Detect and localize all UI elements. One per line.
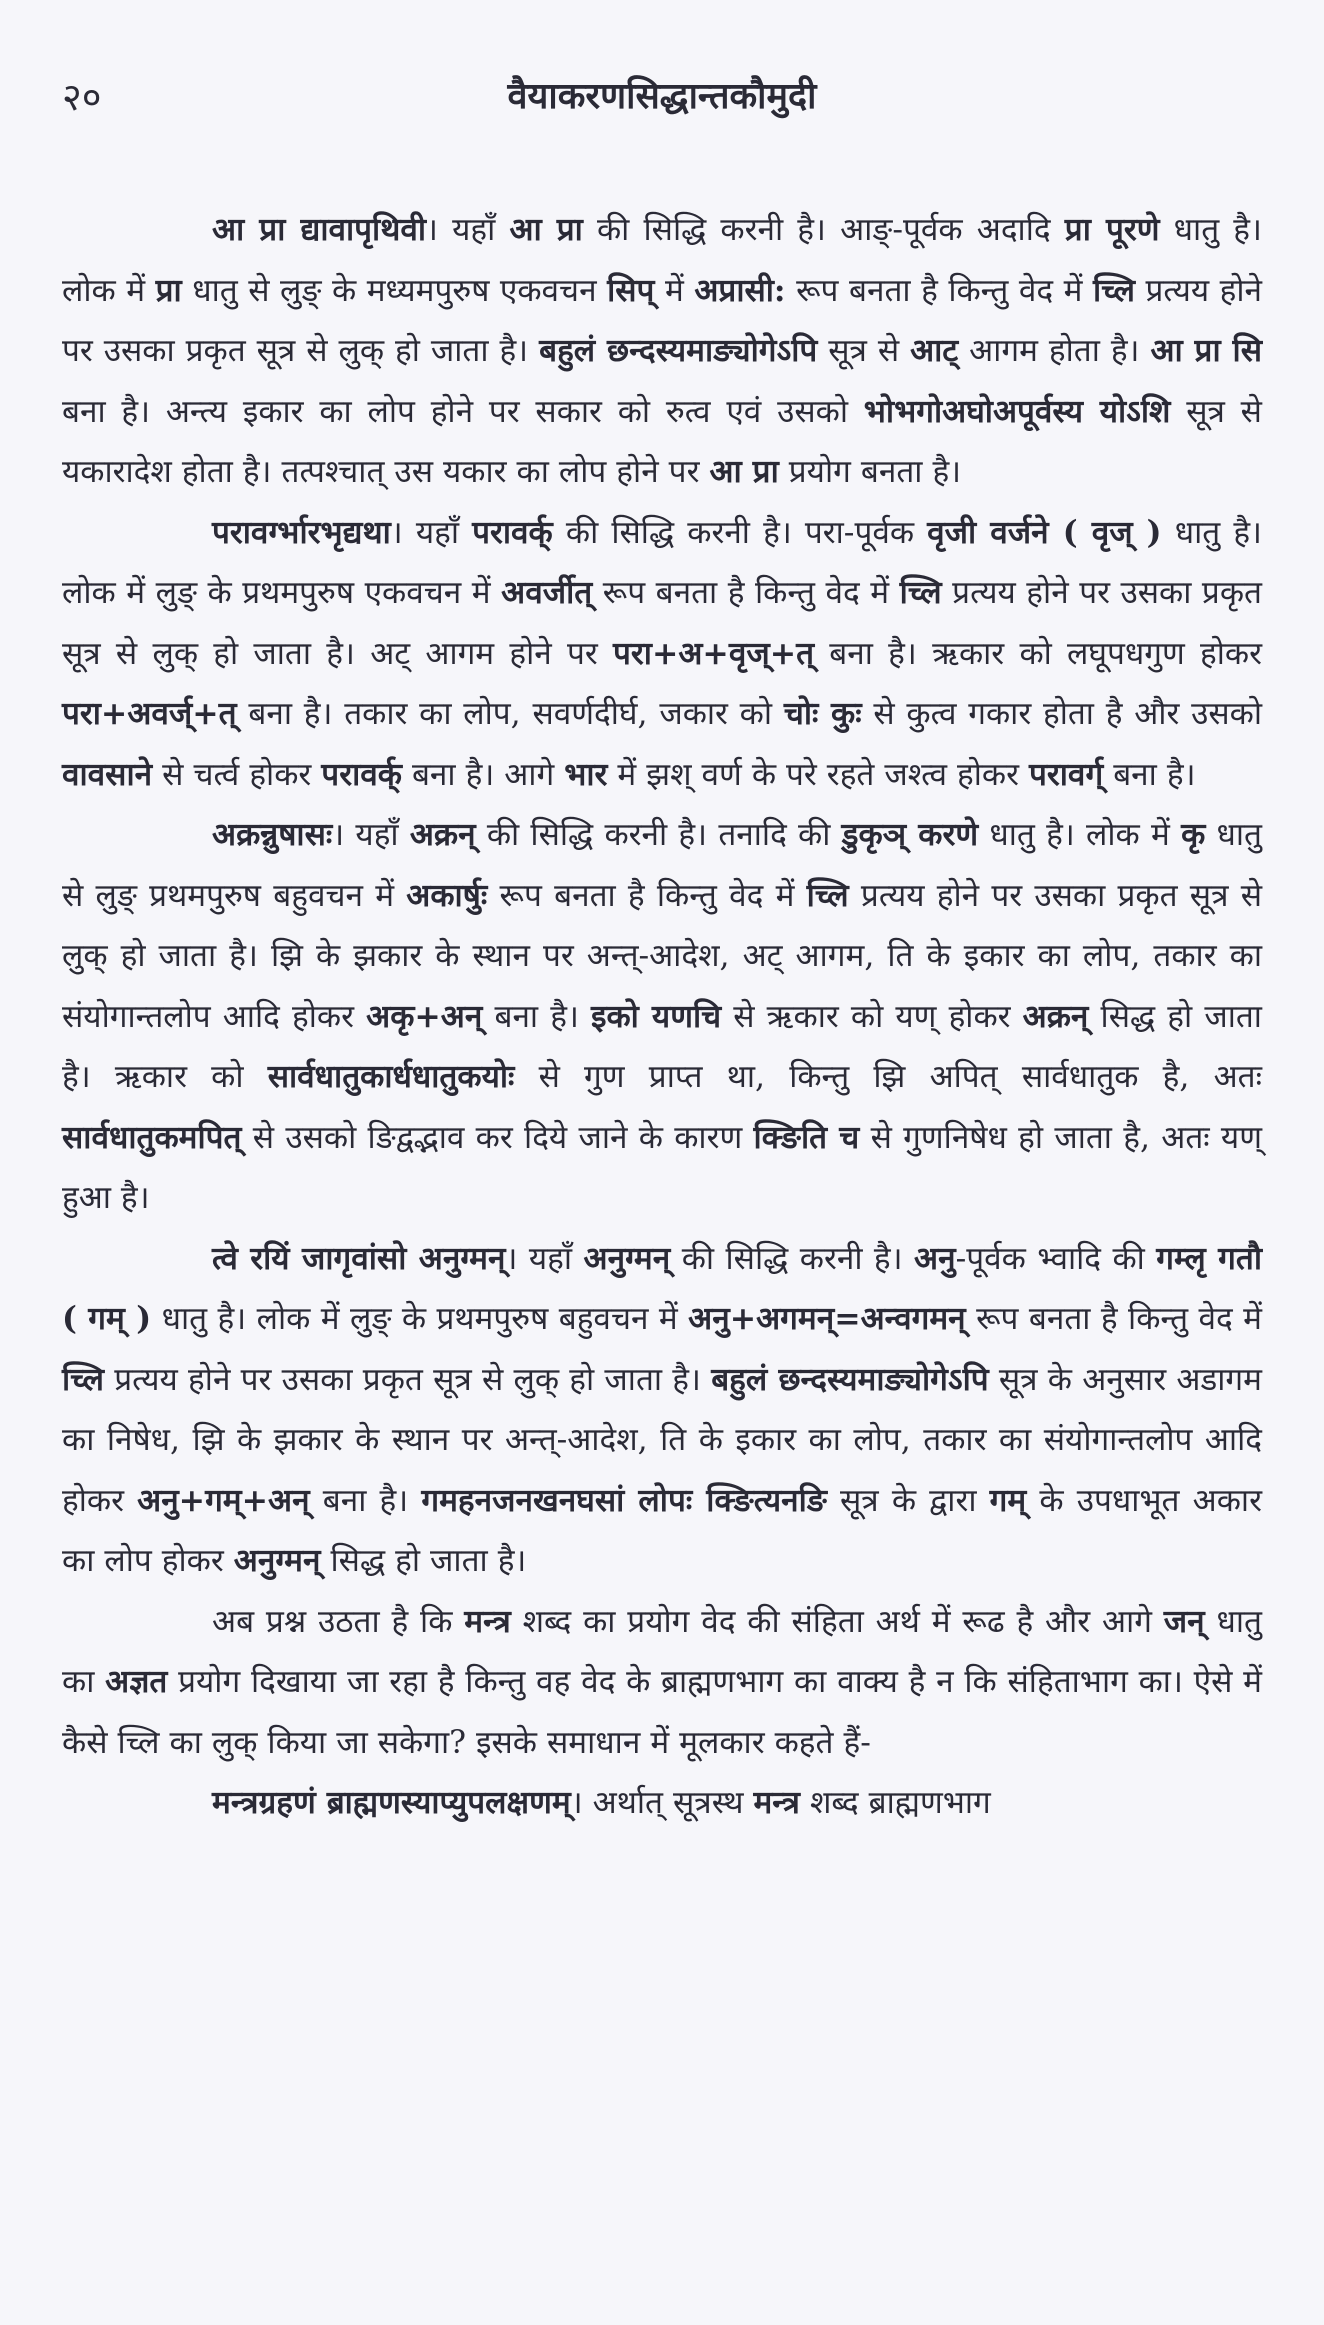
bold-term: परावर्क् [321, 755, 402, 793]
text-run: बना है। [309, 1482, 422, 1519]
bold-term: गमहनजनखनघसां लोपः क्ङित्यनङि [421, 1481, 827, 1519]
bold-term: आट् [910, 332, 959, 369]
bold-term: अवर्जीत् [501, 574, 593, 611]
bold-term: क्ङिति च [753, 1118, 860, 1156]
page-number: २० [62, 75, 102, 119]
bold-term: मन्त्रग्रहणं ब्राह्मणस्याप्युपलक्षणम् [212, 1784, 571, 1821]
bold-term: परा+अ+वृज्+त् [613, 634, 815, 672]
paragraph-6 [62, 1773, 1262, 1834]
text-run: धातु है। लोक में लुङ् के प्रथमपुरुष एकवचन में [62, 514, 1262, 611]
text-run: । यहाँ [505, 1240, 584, 1277]
text-run: । यहाँ [390, 514, 473, 551]
text-run: सूत्र के द्वारा [826, 1482, 990, 1519]
text-run: बना है। ऋकार को लघूपधगुण होकर [814, 635, 1262, 672]
text-run: से गुण प्राप्त था, किन्तु झि अपित् सार्वधातुक है, अतः [514, 1059, 1262, 1095]
bold-term: चोः कुः [783, 695, 862, 732]
text-run: से ऋकार को यण् होकर [721, 998, 1023, 1035]
text-run: के उपधाभूत अकार का लोप होकर [62, 1482, 1262, 1579]
bold-term: मन्त्र [464, 1602, 511, 1640]
bold-term: वृजी वर्जने ( वृज् ) [927, 513, 1162, 551]
text-run: से चर्त्व होकर [152, 756, 322, 793]
bold-term: परावर्क् [472, 513, 553, 551]
bold-term: अक्रन् [1022, 997, 1089, 1035]
bold-term: इको यणचि [591, 997, 722, 1035]
bold-term: अनुग्मन् [233, 1542, 321, 1579]
page-header [62, 70, 1262, 130]
bold-term: अकृ+अन् [366, 997, 483, 1035]
bold-term: गम् [989, 1481, 1027, 1519]
text-run: आगम होता है। [958, 333, 1151, 369]
text-run: प्रयोग दिखाया जा रहा है किन्तु वह वेद के ब्राह्मणभाग का वाक्य है न कि संहिताभाग का। ऐसे में कैसे च्लि का लुक् किया जा सकेगा? इसके समाधान में मूलकार कहते हैं- [62, 1664, 1262, 1761]
bold-term: गम्लृ गतौ ( गम् ) [62, 1239, 1263, 1337]
text-run: प्रयोग बनता है। [778, 454, 962, 490]
text-run: की सिद्धि करनी है। तनादि की [475, 817, 842, 853]
text-run: से गुणनिषेध हो जाता है, अतः यण् हुआ है। [62, 1119, 1262, 1216]
bold-term: भोभगोअघोअपूर्वस्य योऽशि [863, 392, 1171, 430]
bold-term: मन्त्र [753, 1784, 800, 1821]
text-run: सिद्ध हो जाता है। ऋकार को [62, 998, 1262, 1095]
text-run: -पूर्वक भ्वादि की [955, 1240, 1157, 1277]
bold-term: प्रा [155, 271, 182, 309]
text-run: रूप बनता है किन्तु वेद में [592, 575, 900, 611]
text-run: सूत्र से [817, 333, 911, 369]
bold-term: अनु+अगमन्=अन्वगमन् [688, 1300, 966, 1337]
paragraph-1 [62, 200, 1262, 503]
text-run: बना है। [482, 998, 592, 1035]
bold-term: च्लि [62, 1360, 104, 1398]
bold-term: सार्वधातुकमपित् [62, 1118, 242, 1156]
paragraph-3 [62, 805, 1262, 1229]
bold-term: जन् [1163, 1602, 1205, 1640]
text-run: शब्द ब्राह्मणभाग [799, 1785, 991, 1821]
text-run: में [654, 272, 695, 309]
bold-term: आ प्रा [509, 211, 583, 248]
body-text [62, 200, 1262, 1834]
paragraph-5 [62, 1592, 1262, 1774]
bold-term: सिप् [607, 271, 655, 309]
text-run: । यहाँ [426, 212, 510, 248]
bold-term: कृ [1181, 816, 1206, 853]
text-run: प्रत्यय होने पर उसका प्रकृत सूत्र से लुक् हो जाता है। [104, 1361, 712, 1398]
text-run: सूत्र के अनुसार अडागम का निषेध, झि के झकार के स्थान पर अन्त्-आदेश, ति के इकार का लोप, तकार का संयोगान्तलोप आदि होकर [62, 1361, 1262, 1519]
text-run: प्रत्यय होने पर उसका प्रकृत सूत्र से लुक् हो जाता है। अट् आगम होने पर [62, 575, 1263, 672]
bold-term: अक्रन् [409, 816, 476, 853]
bold-term: अक्रन्नुषासः [212, 816, 333, 853]
text-run: से कुत्व गकार होता है और उसको [861, 696, 1262, 732]
bold-term: बहुलं छन्दस्यमाङ्योगेऽपि [539, 332, 818, 369]
text-run: प्रत्यय होने पर उसका प्रकृत सूत्र से लुक् हो जाता है। [62, 272, 1262, 369]
bold-term: परावर्ग्भारभृद्यथा [212, 513, 391, 551]
text-run: अब प्रश्न उठता है कि [212, 1603, 465, 1640]
text-run: बना है। [1103, 756, 1196, 793]
text-run: रूप बनता है किन्तु वेद में [965, 1301, 1262, 1337]
bold-term: अनु+गम्+अन् [137, 1481, 310, 1519]
bold-term: अकार्षुः [406, 876, 488, 914]
bold-term: भार [564, 755, 608, 793]
bold-term: च्लि [1092, 271, 1135, 309]
text-run: । अर्थात् सूत्रस्थ [570, 1785, 754, 1821]
text-run: बना है। तकार का लोप, सवर्णदीर्घ, जकार को [236, 696, 784, 732]
bold-term: च्लि [806, 876, 849, 914]
bold-term: अनुग्मन् [583, 1239, 671, 1277]
text-run: धातु है। लोक में लुङ् के प्रथमपुरुष बहुवचन में [151, 1301, 689, 1337]
bold-term: परा+अवर्ज्+त् [62, 695, 237, 732]
text-run: की सिद्धि करनी है। परा-पूर्वक [552, 514, 928, 551]
text-run: की सिद्धि करनी है। [670, 1240, 915, 1277]
text-run: सूत्र से यकारादेश होता है। तत्पश्चात् उस यकार का लोप होने पर [62, 393, 1262, 490]
text-run: बना है। आगे [401, 756, 565, 793]
bold-term: अज्ञत [105, 1663, 168, 1700]
paragraph-4 [62, 1229, 1262, 1592]
text-run: शब्द का प्रयोग वेद की संहिता अर्थ में रूढ है और आगे [510, 1603, 1164, 1640]
bold-term: डुकृञ् करणे [841, 816, 979, 853]
bold-term: परावर्ग् [1029, 755, 1104, 793]
bold-term: आ प्रा [709, 453, 779, 490]
text-run: धातु है। लोक में [62, 212, 1262, 309]
text-run: धातु का [62, 1603, 1262, 1700]
text-run: बना है। अन्त्य इकार का लोप होने पर सकार को रुत्व एवं उसको [62, 393, 864, 430]
bold-term: बहुलं छन्दस्यमाङ्योगेऽपि [711, 1360, 989, 1398]
text-run: धातु से लुङ् प्रथमपुरुष बहुवचन में [62, 817, 1262, 914]
text-run: । यहाँ [332, 817, 410, 853]
text-run: प्रत्यय होने पर उसका प्रकृत सूत्र से लुक् हो जाता है। झि के झकार के स्थान पर अन्त्-आदेश, अट् आगम, ति के इकार का लोप, तकार का संयोगान्तलोप आदि होकर [62, 877, 1263, 1035]
bold-term: वावसाने [62, 755, 153, 793]
text-run: रूप बनता है किन्तु वेद में [785, 272, 1093, 309]
bold-term: आ प्रा सि [1150, 332, 1262, 369]
text-run: सिद्ध हो जाता है। [320, 1543, 527, 1579]
paragraph-2 [62, 503, 1262, 806]
bold-term: अनु [914, 1239, 956, 1277]
bold-term: च्लि [899, 574, 942, 611]
bold-term: अप्रासी: [694, 271, 786, 309]
text-run: में झश् वर्ण के परे रहते जश्त्व होकर [607, 756, 1029, 793]
running-title: वैयाकरणसिद्धान्तकौमुदी [507, 75, 817, 117]
bold-term: त्वे रयिं जागृवांसो अनुग्मन् [212, 1239, 506, 1277]
text-run: धातु से लुङ् के मध्यमपुरुष एकवचन [181, 272, 608, 309]
text-run: से उसको ङिद्वद्भाव कर दिये जाने के कारण [241, 1119, 754, 1156]
bold-term: सार्वधातुकार्धधातुकयोः [267, 1058, 515, 1095]
bold-term: प्रा पूरणे [1064, 211, 1160, 248]
text-run: धातु है। लोक में [978, 817, 1182, 853]
text-run: रूप बनता है किन्तु वेद में [487, 877, 807, 914]
text-run: की सिद्धि करनी है। आङ्-पूर्वक अदादि [582, 212, 1065, 248]
bold-term: आ प्रा द्यावापृथिवी [212, 211, 427, 248]
